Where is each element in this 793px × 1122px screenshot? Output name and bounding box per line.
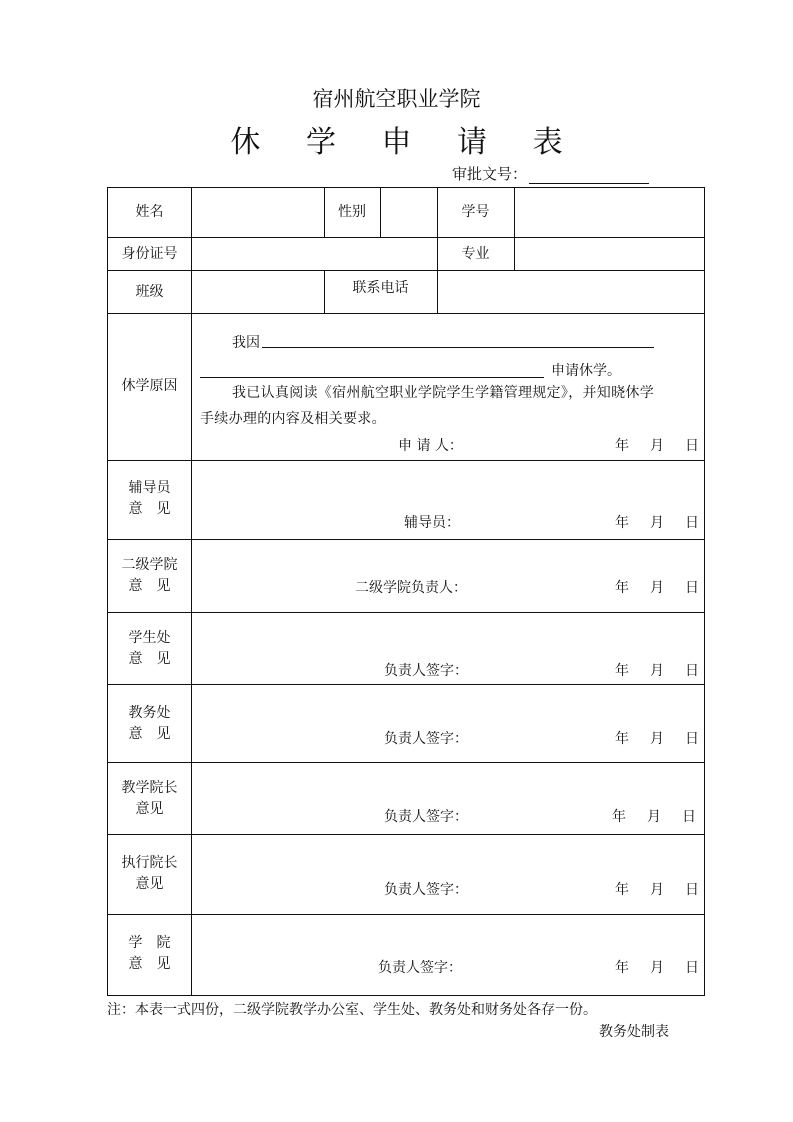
gender-label: 性别 (338, 204, 366, 220)
institute-opinion-label (108, 933, 191, 975)
student-id-label: 学号 (461, 204, 490, 220)
section-label-line: 学 院 (128, 935, 171, 951)
section-signer: 负责人签字： (384, 882, 468, 898)
institute-opinion-field[interactable] (192, 915, 704, 995)
id-number-label: 身份证号 (121, 246, 178, 262)
date-day: 日 (685, 663, 699, 679)
date-day: 日 (682, 809, 696, 825)
date-month: 月 (650, 580, 664, 596)
student-affairs-opinion-label (108, 628, 191, 670)
counselor-opinion-label (108, 478, 191, 520)
class-field[interactable] (192, 271, 324, 313)
name-label: 姓名 (135, 204, 164, 220)
date-month: 月 (650, 438, 664, 454)
reason-line-2[interactable] (200, 377, 544, 378)
reason-line-1[interactable] (262, 347, 654, 348)
date-month: 月 (650, 960, 664, 976)
section-label-line: 意 见 (128, 501, 171, 517)
date-year: 年 (615, 438, 629, 454)
section-label-line: 意 见 (128, 726, 171, 742)
section-signer: 负责人签字： (378, 960, 462, 976)
statement-line-2: 手续办理的内容及相关要求。 (200, 411, 386, 427)
approval-number-field[interactable] (529, 169, 649, 184)
date-year: 年 (615, 960, 629, 976)
section-label-line: 意见 (135, 801, 164, 817)
section-label-line: 教学院长 (121, 780, 178, 796)
section-label-line: 学生处 (128, 630, 171, 646)
college-opinion-label (108, 555, 191, 597)
phone-label: 联系电话 (352, 280, 409, 296)
student-id-field[interactable] (515, 188, 704, 237)
date-day: 日 (685, 580, 699, 596)
reason-suffix: 申请休学。 (551, 363, 621, 379)
date-month: 月 (650, 731, 664, 747)
date-month: 月 (647, 809, 661, 825)
date-year: 年 (615, 882, 629, 898)
section-label-line: 辅导员 (128, 480, 171, 496)
date-year: 年 (615, 731, 629, 747)
phone-field[interactable] (438, 271, 704, 313)
section-label-line: 教务处 (128, 705, 171, 721)
academic-affairs-opinion-label (108, 703, 191, 745)
date-year: 年 (612, 809, 626, 825)
date-month: 月 (650, 663, 664, 679)
reason-label: 休学原因 (121, 378, 178, 394)
date-day: 日 (685, 960, 699, 976)
section-signer: 负责人签字： (384, 663, 468, 679)
date-day: 日 (685, 731, 699, 747)
executive-dean-opinion-field[interactable] (192, 835, 704, 914)
section-label-line: 意 见 (128, 956, 171, 972)
footer-note: 注：本表一式四份，二级学院教学办公室、学生处、教务处和财务处各存一份。 (107, 1002, 597, 1018)
section-signer: 辅导员： (404, 515, 460, 531)
executive-dean-opinion-label (108, 853, 191, 895)
approval-number (452, 163, 649, 184)
statement-line-1: 我已认真阅读《宿州航空职业学院学生学籍管理规定》，并知晓休学 (232, 385, 654, 401)
section-label-line: 意见 (135, 876, 164, 892)
section-label-line: 意 见 (128, 651, 171, 667)
school-name: 宿州航空职业学院 (312, 87, 481, 111)
major-field[interactable] (515, 238, 704, 270)
date-month: 月 (650, 882, 664, 898)
date-month: 月 (650, 515, 664, 531)
section-signer: 负责人签字： (384, 809, 468, 825)
date-day: 日 (685, 515, 699, 531)
date-day: 日 (685, 438, 699, 454)
academic-affairs-opinion-field[interactable] (192, 685, 704, 762)
reason-prefix: 我因 (232, 335, 260, 351)
approval-label: 审批文号： (452, 165, 528, 183)
section-label-line: 二级学院 (121, 557, 178, 573)
date-year: 年 (615, 663, 629, 679)
section-label-line: 执行院长 (121, 855, 178, 871)
major-label: 专业 (461, 246, 490, 262)
reason-statement (200, 380, 700, 432)
teaching-dean-opinion-label (108, 778, 191, 820)
date-year: 年 (615, 515, 629, 531)
id-number-field[interactable] (192, 238, 437, 270)
gender-field[interactable] (381, 188, 437, 237)
section-label-line: 意 见 (128, 578, 171, 594)
name-field[interactable] (192, 188, 324, 237)
section-signer: 负责人签字： (384, 731, 468, 747)
footer-maker: 教务处制表 (599, 1024, 669, 1040)
date-day: 日 (685, 882, 699, 898)
date-year: 年 (615, 580, 629, 596)
college-opinion-field[interactable] (192, 540, 704, 612)
section-signer: 二级学院负责人： (355, 580, 467, 596)
application-form-table (107, 187, 705, 996)
class-label: 班级 (135, 284, 164, 300)
form-title: 休 学 申 请 表 (230, 125, 581, 160)
applicant-signer-label: 申 请 人： (398, 438, 463, 454)
